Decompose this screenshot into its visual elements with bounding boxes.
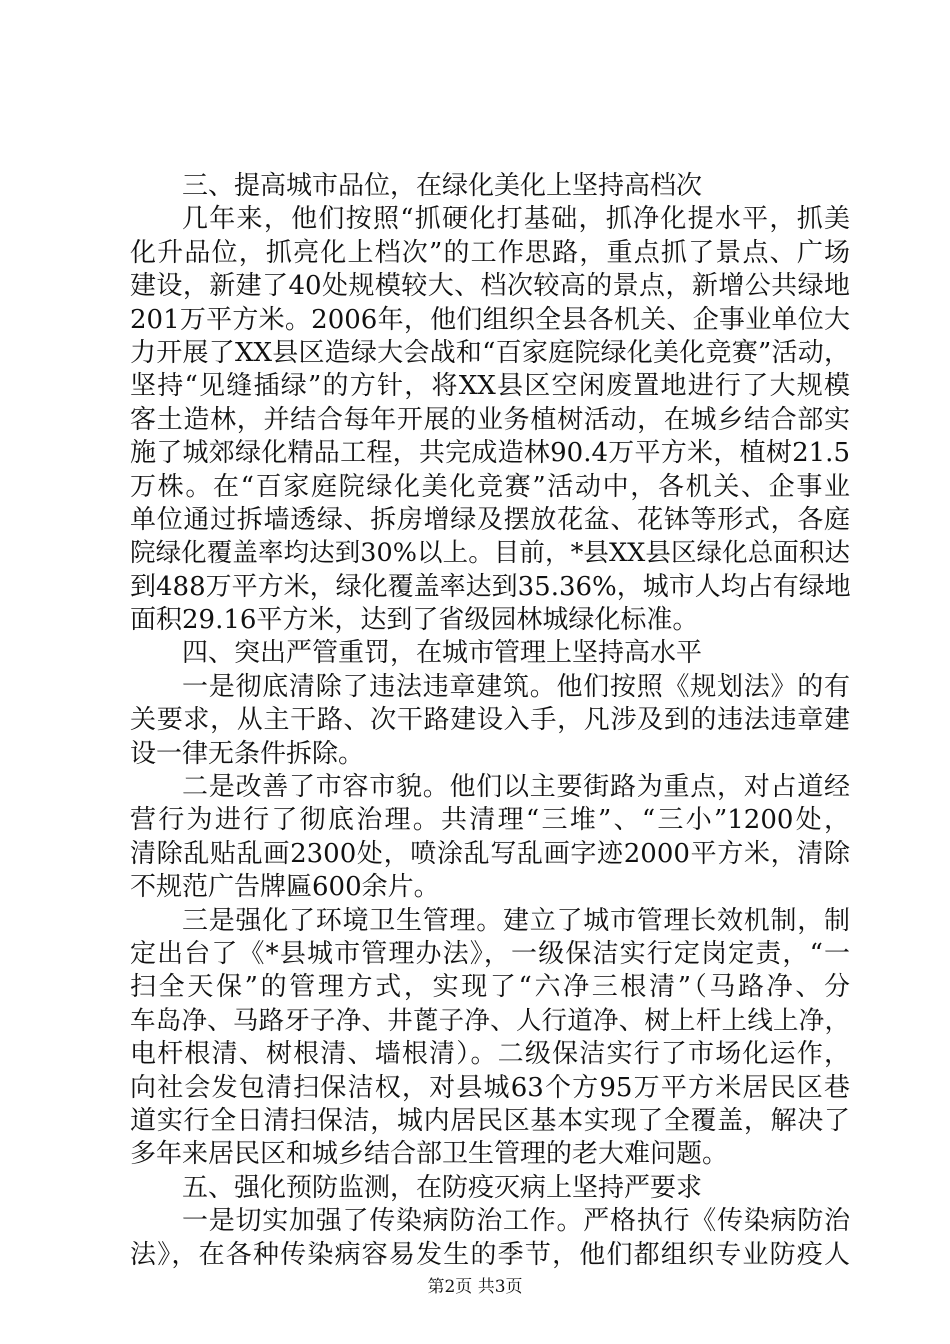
text-line: 客土造林，并结合每年开展的业务植树活动，在城乡结合部实 [130, 404, 850, 435]
text-line: 电杆根清、树根清、墙根清）。二级保洁实行了市场化运作， [130, 1039, 850, 1070]
text-line: 不规范广告牌匾600余片。 [130, 872, 440, 903]
text-line: 四、突出严管重罚，在城市管理上坚持高水平 [182, 638, 703, 669]
text-line: 201万平方米。2006年，他们组织全县各机关、企事业单位大 [130, 304, 850, 335]
text-line: 营行为进行了彻底治理。共清理“三堆”、“三小”1200处， [130, 805, 850, 836]
text-line: 力开展了XX县区造绿大会战和“百家庭院绿化美化竞赛”活动， [130, 337, 850, 368]
text-line: 扫全天保”的管理方式，实现了“六净三根清”（马路净、分 [130, 972, 850, 1003]
text-line: 建设，新建了40处规模较大、档次较高的景点，新增公共绿地 [130, 271, 850, 302]
text-line: 二是改善了市容市貌。他们以主要街路为重点，对占道经 [182, 772, 850, 803]
text-line: 万株。在“百家庭院绿化美化竞赛”活动中，各机关、企事业 [130, 471, 850, 502]
text-line: 车岛净、马路牙子净、井蓖子净、人行道净、树上杆上线上净， [130, 1005, 850, 1036]
text-line: 院绿化覆盖率均达到30%以上。目前，*县XX县区绿化总面积达 [130, 538, 850, 569]
text-line: 一是切实加强了传染病防治工作。严格执行《传染病防治 [182, 1206, 850, 1237]
text-line: 设一律无条件拆除。 [130, 738, 365, 769]
text-line: 五、强化预防监测，在防疫灭病上坚持严要求 [182, 1172, 703, 1203]
page-footer: 第2页 共3页 [427, 1277, 523, 1297]
text-line: 单位通过拆墙透绿、拆房增绿及摆放花盆、花钵等形式，各庭 [130, 504, 850, 535]
text-line: 化升品位，抓亮化上档次”的工作思路，重点抓了景点、广场 [130, 237, 850, 268]
text-line: 清除乱贴乱画2300处，喷涂乱写乱画字迹2000平方米，清除 [130, 838, 850, 869]
text-line: 关要求，从主干路、次干路建设入手，凡涉及到的违法违章建 [130, 705, 850, 736]
text-line: 向社会发包清扫保洁权，对县城63个方95万平方米居民区巷 [130, 1072, 850, 1103]
text-line: 几年来，他们按照“抓硬化打基础，抓净化提水平，抓美 [182, 204, 850, 235]
text-line: 坚持“见缝插绿”的方针，将XX县区空闲废置地进行了大规模 [130, 371, 850, 402]
text-line: 到488万平方米，绿化覆盖率达到35.36%，城市人均占有绿地 [130, 571, 851, 602]
text-line: 面积29.16平方米，达到了省级园林城绿化标准。 [130, 605, 699, 636]
text-line: 法》，在各种传染病容易发生的季节，他们都组织专业防疫人 [130, 1239, 850, 1270]
text-line: 施了城郊绿化精品工程，共完成造林90.4万平方米，植树21.5 [130, 438, 850, 469]
text-line: 道实行全日清扫保洁，城内居民区基本实现了全覆盖，解决了 [130, 1105, 850, 1136]
text-line: 三是强化了环境卫生管理。建立了城市管理长效机制，制 [182, 905, 850, 936]
text-line: 三、提高城市品位，在绿化美化上坚持高档次 [182, 171, 703, 201]
document-body [130, 170, 850, 1272]
text-line: 多年来居民区和城乡结合部卫生管理的老大难问题。 [130, 1139, 729, 1170]
text-line: 一是彻底清除了违法违章建筑。他们按照《规划法》的有 [182, 671, 850, 702]
text-line: 定出台了《*县城市管理办法》，一级保洁实行定岗定责，“一 [130, 938, 850, 969]
